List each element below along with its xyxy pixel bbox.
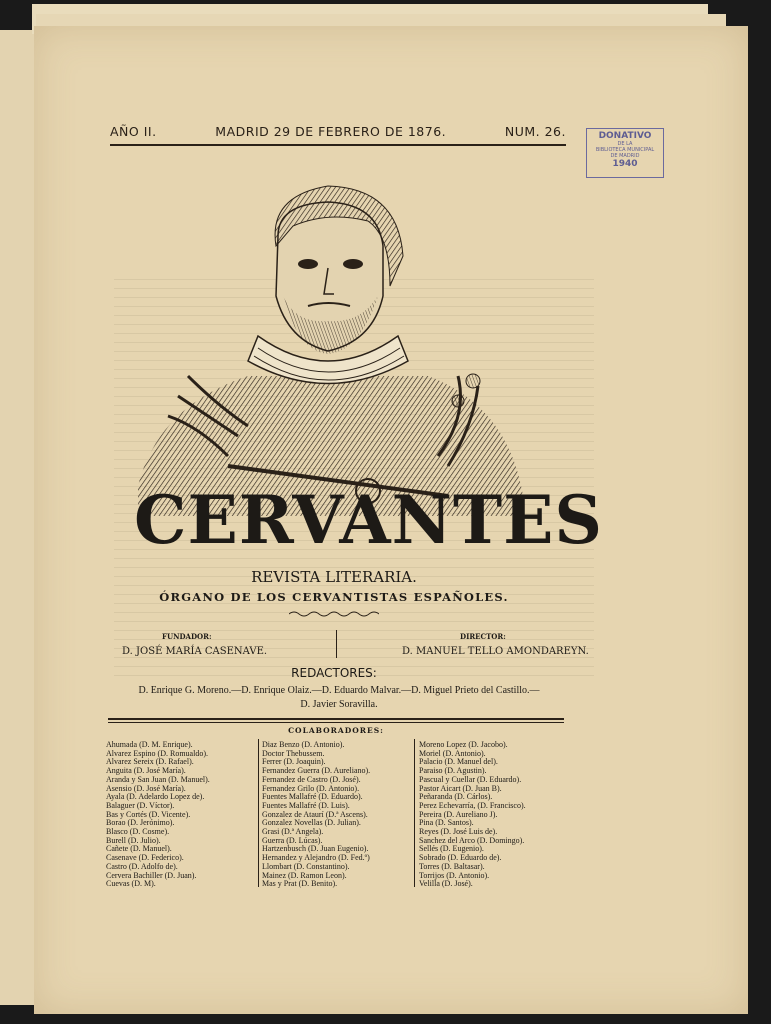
colaborador-entry: Cuevas (D. M). (106, 879, 156, 889)
stamp-line-4: DE MADRID (610, 153, 640, 159)
colaborador-entry: Hartzenbusch (D. Juan Eugenio). (262, 844, 369, 854)
redactores-line-2: D. Javier Soravilla. (300, 699, 378, 710)
founder-label: FUNDADOR: (162, 632, 212, 641)
redactores-list (114, 684, 564, 712)
colaborador-entry: Ahumada (D. M. Enrique). (106, 740, 193, 749)
colaborador-entry: Mas y Prat (D. Benito). (262, 879, 338, 889)
left-page-edge (0, 30, 35, 1005)
colaborador-entry: Diaz Benzo (D. Antonio). (262, 740, 345, 749)
section-rule-thin (108, 722, 564, 723)
colaborador-entry: Gonzalez Novellas (D. Julian). (262, 818, 361, 828)
colaborador-entry: Pina (D. Santos). (419, 818, 474, 828)
colaborador-entry: Mainez (D. Ramon Leon). (262, 870, 347, 880)
colaborador-entry: Bas y Cortés (D. Vicente). (106, 809, 191, 819)
section-rule (108, 718, 564, 720)
colaborador-entry: Casenave (D. Federico). (106, 853, 184, 863)
colaborador-entry: Aranda y San Juan (D. Manuel). (106, 774, 210, 784)
colaborador-entry: Doctor Thebussem. (262, 748, 325, 758)
colaborador-entry: Alvarez Espino (D. Romualdo). (106, 748, 208, 758)
colaborador-entry: Grasi (D.ª Angela). (262, 827, 324, 837)
colaboradores-column-2 (262, 741, 370, 889)
library-stamp (586, 128, 664, 178)
colaborador-entry: Anguita (D. José María). (106, 766, 186, 776)
masthead-tagline: ÓRGANO DE LOS CERVANTISTAS ESPAÑOLES. (159, 590, 509, 604)
colaboradores-label: COLABORADORES: (288, 726, 384, 735)
colaboradores-column-3 (419, 741, 526, 889)
colaborador-entry: Sanchez del Arco (D. Domingo). (419, 835, 525, 845)
colaborador-entry: Fernandez Guerra (D. Aureliano). (262, 766, 371, 776)
colaborador-entry: Cervera Bachiller (D. Juan). (106, 870, 197, 880)
ornamental-wave-divider (289, 610, 379, 618)
colaborador-entry: Perez Echevarría, (D. Francisco). (419, 800, 526, 810)
colaborador-entry: Burell (D. Julio). (106, 835, 161, 845)
colaborador-entry: Balaguer (D. Víctor). (106, 800, 175, 810)
colaborador-entry: Fernandez de Castro (D. José). (262, 774, 361, 784)
colaborador-entry: Velilla (D. José). (419, 879, 473, 889)
colaborador-entry: Llombart (D. Constantino). (262, 861, 350, 871)
colaborador-entry: Fernandez Grilo (D. Antonio). (262, 783, 360, 793)
colaborador-entry: Fuentes Mallafré (D. Eduardo). (262, 792, 363, 802)
stamp-line-3: BIBLIOTECA MUNICIPAL (595, 147, 655, 153)
colaborador-entry: Peñaranda (D. Cárlos). (419, 792, 493, 802)
stamp-line-1: DONATIVO (598, 131, 652, 141)
colaborador-entry: Guerra (D. Lúcas). (262, 835, 323, 845)
colaborador-entry: Gonzalez de Ataurí (D.ª Ascens). (262, 809, 368, 819)
header-rule (110, 144, 566, 146)
vertical-divider (336, 630, 337, 658)
colaborador-entry: Pascual y Cuellar (D. Eduardo). (419, 774, 522, 784)
column-divider-2 (414, 739, 415, 887)
colaborador-entry: Reyes (D. José Luis de). (419, 827, 498, 837)
newspaper-page (34, 26, 748, 1014)
colaborador-entry: Torrijos (D. Antonio). (419, 870, 490, 880)
colaborador-entry: Hernandez y Alejandro (D. Fed.º) (262, 853, 370, 863)
issue-date: MADRID 29 DE FEBRERO DE 1876. (215, 124, 447, 139)
colaborador-entry: Moreno Lopez (D. Jacobo). (419, 740, 508, 749)
colaborador-entry: Pastor Aicart (D. Juan B). (419, 783, 502, 793)
colaborador-entry: Ferrer (D. Joaquin). (262, 757, 326, 767)
colaborador-entry: Blasco (D. Cosme). (106, 827, 170, 837)
issue-year: AÑO II. (110, 124, 157, 139)
director-name: D. MANUEL TELLO AMONDAREYN. (402, 646, 589, 657)
colaborador-entry: Paraiso (D. Agustin). (419, 766, 487, 776)
colaborador-entry: Asensio (D. José María). (106, 783, 186, 793)
masthead-subtitle: REVISTA LITERARIA. (251, 568, 417, 586)
colaborador-entry: Torres (D. Baltasar). (419, 861, 485, 871)
colaboradores-column-1 (106, 741, 210, 889)
colaborador-entry: Sobrado (D. Eduardo de). (419, 853, 502, 863)
colaborador-entry: Moriel (D. Antonio). (419, 748, 486, 758)
redactores-line-1: D. Enrique G. Moreno.—D. Enrique Olaiz.—D. Eduardo Malvar.—D. Miguel Prieto del Castillo.— (138, 685, 540, 696)
colaborador-entry: Palacio (D. Manuel del). (419, 757, 498, 767)
stamp-line-2: DE LA (617, 141, 633, 147)
colaborador-entry: Alvarez Sereix (D. Rafael). (106, 757, 194, 767)
colaborador-entry: Sellés (D. Eugenio). (419, 844, 484, 854)
colaborador-entry: Pereira (D. Aureliano J). (419, 809, 498, 819)
director-label: DIRECTOR: (460, 632, 506, 641)
issue-header (110, 124, 566, 139)
colaborador-entry: Borao (D. Jerónimo). (106, 818, 175, 828)
colaborador-entry: Cañete (D. Manuel). (106, 844, 172, 854)
column-divider-1 (258, 739, 259, 887)
colaborador-entry: Ayala (D. Adelardo Lopez de). (106, 792, 205, 802)
issue-number: NUM. 26. (504, 124, 566, 139)
redactores-label: REDACTORES: (291, 666, 377, 680)
colaborador-entry: Fuentes Mallafré (D. Luis). (262, 800, 350, 810)
colaborador-entry: Castro (D. Adolfo de). (106, 861, 178, 871)
founder-name: D. JOSÉ MARÍA CASENAVE. (122, 646, 268, 657)
stamp-line-5: 1940 (612, 159, 638, 169)
masthead-title: CERVANTES (134, 481, 604, 559)
